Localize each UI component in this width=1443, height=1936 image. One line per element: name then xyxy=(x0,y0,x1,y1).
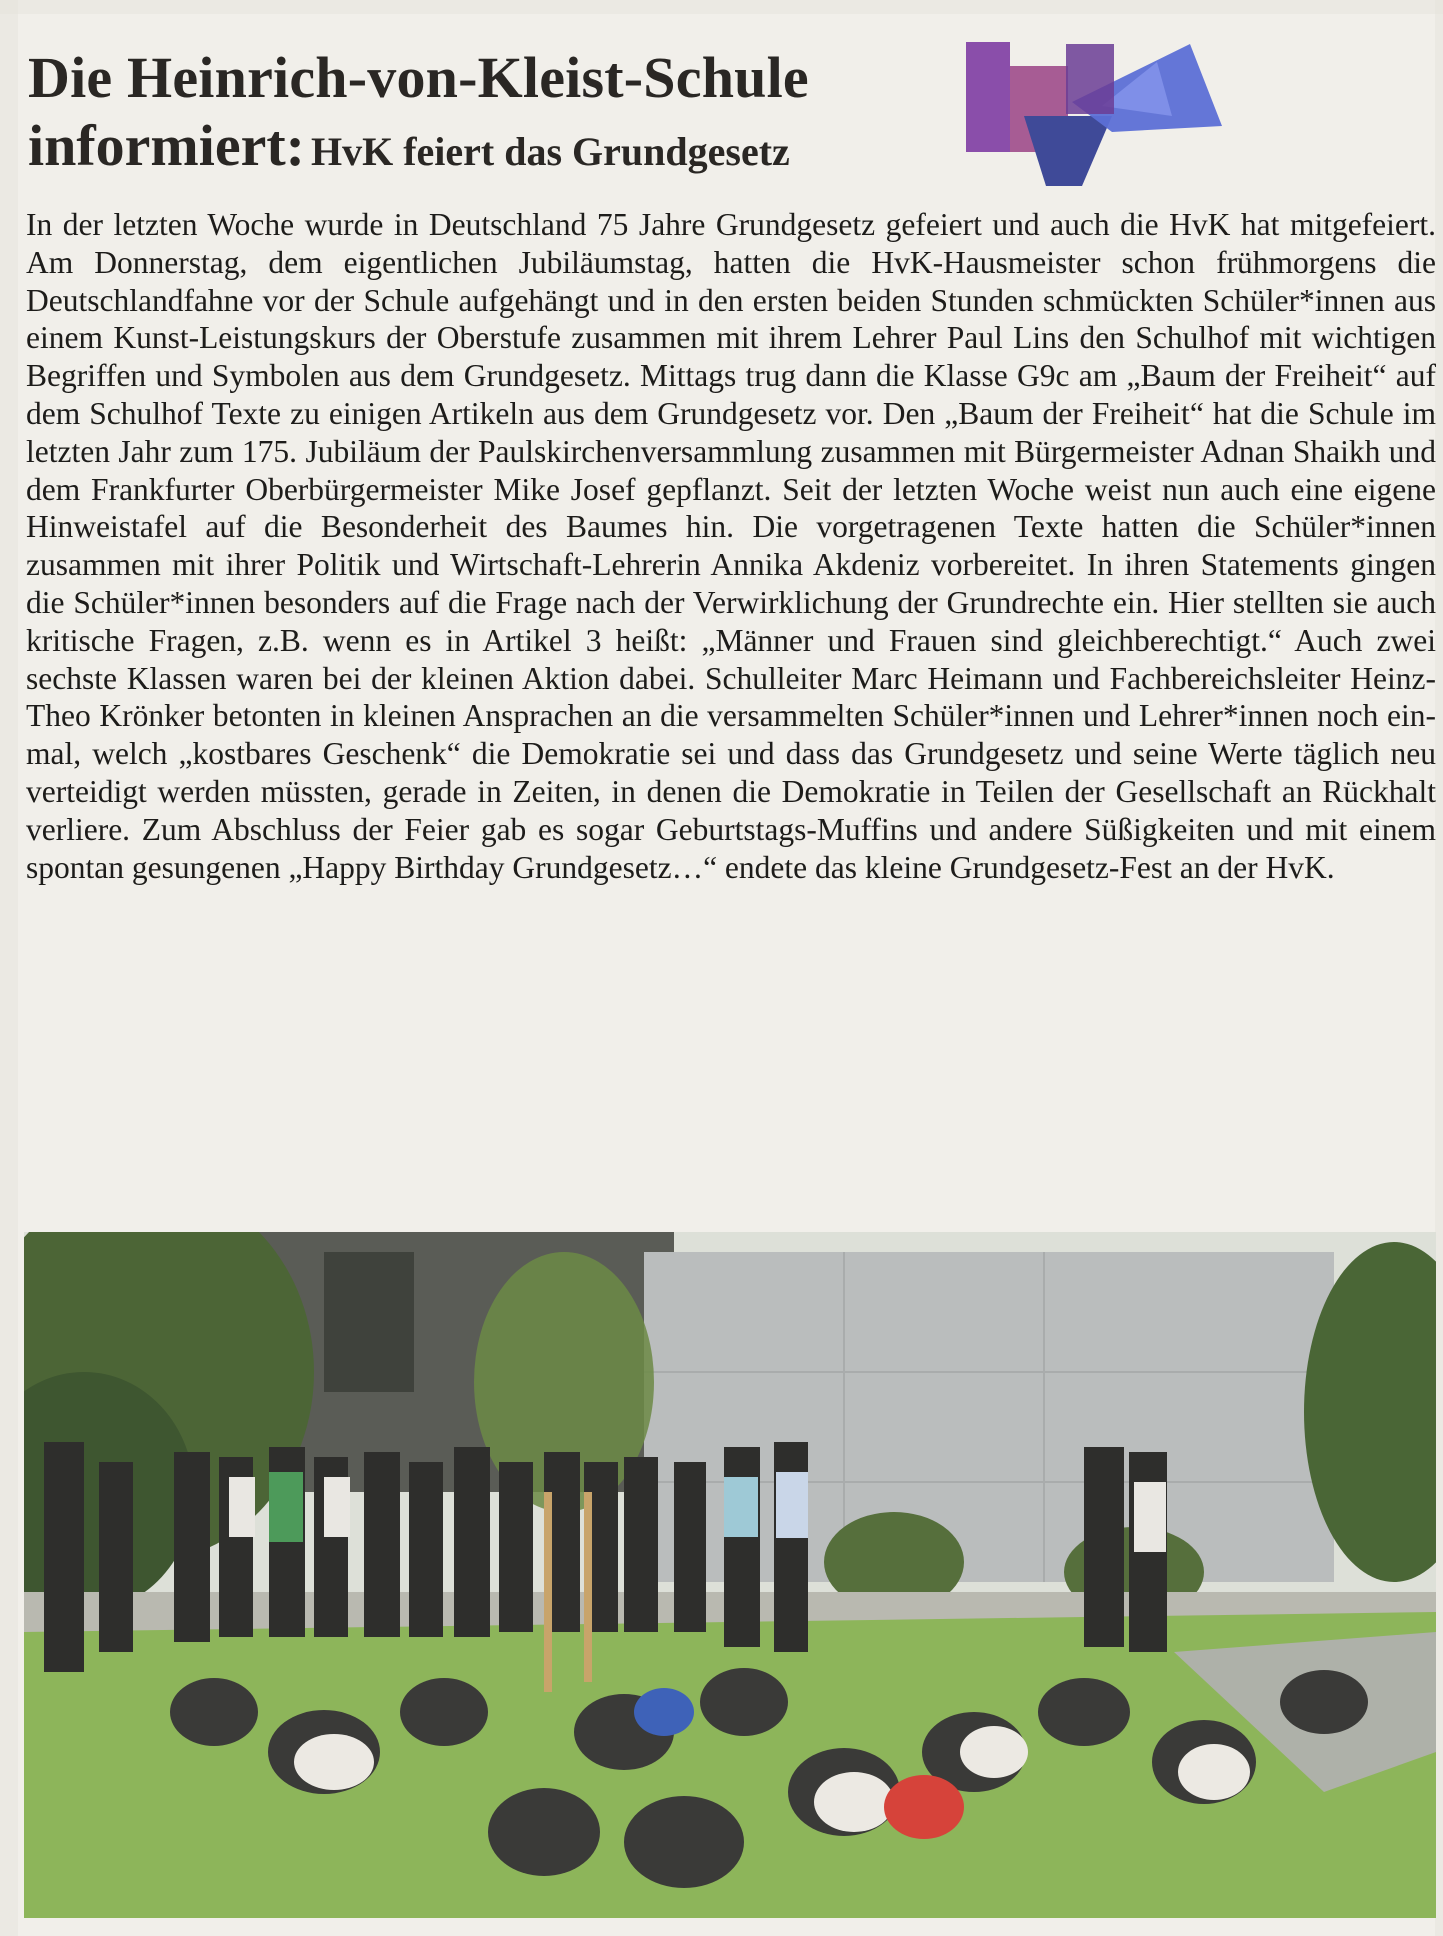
headline-line2: informiert: xyxy=(28,113,305,178)
hvk-logo-icon xyxy=(962,36,1232,188)
article-body xyxy=(26,206,1436,886)
page-edge-top xyxy=(0,0,1443,14)
headline-subtitle: HvK feiert das Grundgesetz xyxy=(310,129,790,174)
page-edge-right xyxy=(1435,0,1443,1936)
page-edge-left xyxy=(0,0,18,1936)
headline xyxy=(28,44,968,195)
article-paragraph: In der letzten Woche wurde in Deutschland 75 Jahre Grundgesetz gefeiert und auch die HvK hat mitgefeiert. Am Donnerstag, dem eigentlichen Jubiläumstag, hatten die HvK-Hausmeister schon frühmorgens die Deutschlandfahne vor der Schule aufgehängt und in den ersten beiden Stunden schmückten Schüler*innen aus einem Kunst-Leistungskurs der Oberstufe zusammen mit ihrem Lehrer Paul Lins den Schulhof mit wichtigen Begriffen und Symbolen aus dem Grundgesetz. Mittags trug dann die Klasse G9c am „Baum der Freiheit“ auf dem Schulhof Texte zu einigen Artikeln aus dem Grundgesetz vor. Den „Baum der Freiheit“ hat die Schule im letzten Jahr zum 175. Jubiläum der Paulskirchenversammlung zusammen mit Bürgermeister Adnan Shaikh und dem Frankfurter Oberbürgermeister Mike Josef gepflanzt. Seit der letzten Woche weist nun auch eine eigene Hinweistafel auf die Besonderheit des Baumes hin. Die vorgetragenen Texte hatten die Schüler*innen zusammen mit ihrer Politik und Wirtschaft-Lehrerin Annika Akdeniz vorbereitet. In ihren Statements gingen die Schüler*innen besonders auf die Frage nach der Verwirklichung der Grundrechte ein. Hier stellten sie auch kritische Fragen, z.B. wenn es in Artikel 3 heißt: „Männer und Frauen sind gleichberechtigt.“ Auch zwei sechste Klassen waren bei der kleinen Aktion dabei. Schulleiter Marc Heimann und Fachbereichsleiter Heinz-Theo Krönker betonten in kleinen Ansprachen an die versammelten Schüler*innen und Lehrer*innen noch einmal, welch „kostbares Geschenk“ die Demokratie sei und dass das Grundgesetz und seine Werte täglich neu verteidigt werden müssten, gerade in Zeiten, in denen die Demokratie in Teilen der Gesellschaft an Rückhalt verliere. Zum Abschluss der Feier gab es sogar Geburtstags-Muffins und andere Süßigkeiten und mit einem spontan gesungenen „Happy Birthday Grundgesetz…“ endete das kleine Grundgesetz-Fest an der HvK. xyxy=(26,207,1436,885)
schoolyard-celebration-photo xyxy=(24,1232,1436,1918)
headline-line1: Die Heinrich-von-Kleist-Schule xyxy=(28,45,809,110)
